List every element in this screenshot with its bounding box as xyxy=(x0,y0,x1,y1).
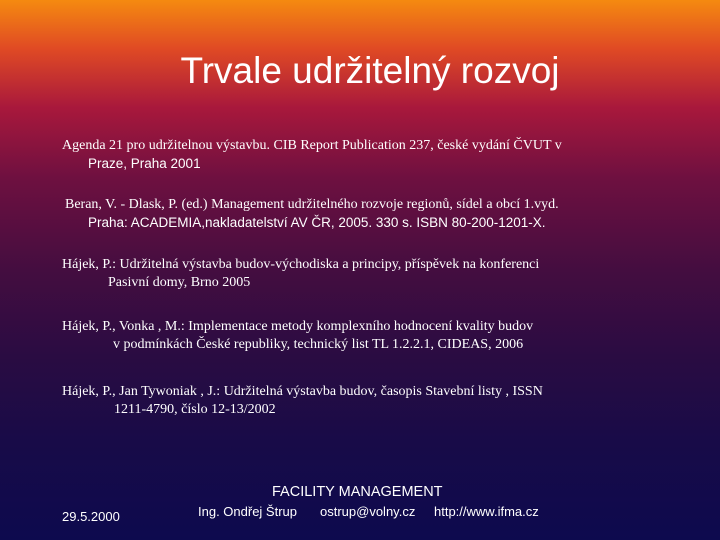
reference-line: Hájek, P.: Udržitelná výstavba budov-východiska a principy, příspěvek na konferenci xyxy=(62,257,540,272)
footer-heading: FACILITY MANAGEMENT xyxy=(272,484,443,500)
reference-line: v podmínkách České republiky, technický list TL 1.2.2.1, CIDEAS, 2006 xyxy=(113,337,524,352)
reference-line: Agenda 21 pro udržitelnou výstavbu. CIB Report Publication 237, české vydání ČVUT v xyxy=(62,138,562,153)
reference-line: Beran, V. - Dlask, P. (ed.) Management udržitelného rozvoje regionů, sídel a obcí 1.vyd. xyxy=(65,197,559,212)
reference-line: 1211-4790, číslo 12-13/2002 xyxy=(114,402,276,417)
reference-item xyxy=(62,318,672,354)
reference-item xyxy=(62,137,672,173)
footer-email-link[interactable]: ostrup@volny.cz xyxy=(320,504,416,519)
reference-item xyxy=(62,196,672,232)
reference-item xyxy=(62,256,672,292)
slide-title: Trvale udržitelný rozvoj xyxy=(180,50,560,91)
footer-url-link[interactable]: http://www.ifma.cz xyxy=(434,504,539,519)
footer-author: Ing. Ondřej Štrup xyxy=(198,504,297,519)
reference-line: Praze, Praha 2001 xyxy=(88,156,201,171)
reference-line: Hájek, P., Vonka , M.: Implementace metody komplexního hodnocení kvality budov xyxy=(62,319,534,334)
reference-line: Praha: ACADEMIA,nakladatelství AV ČR, 2005. 330 s. ISBN 80-200-1201-X. xyxy=(88,215,546,230)
footer-date: 29.5.2000 xyxy=(62,509,120,524)
reference-item xyxy=(62,383,672,419)
reference-line: Hájek, P., Jan Tywoniak , J.: Udržitelná výstavba budov, časopis Stavební listy , ISSN xyxy=(62,384,543,399)
reference-line: Pasivní domy, Brno 2005 xyxy=(108,275,251,290)
